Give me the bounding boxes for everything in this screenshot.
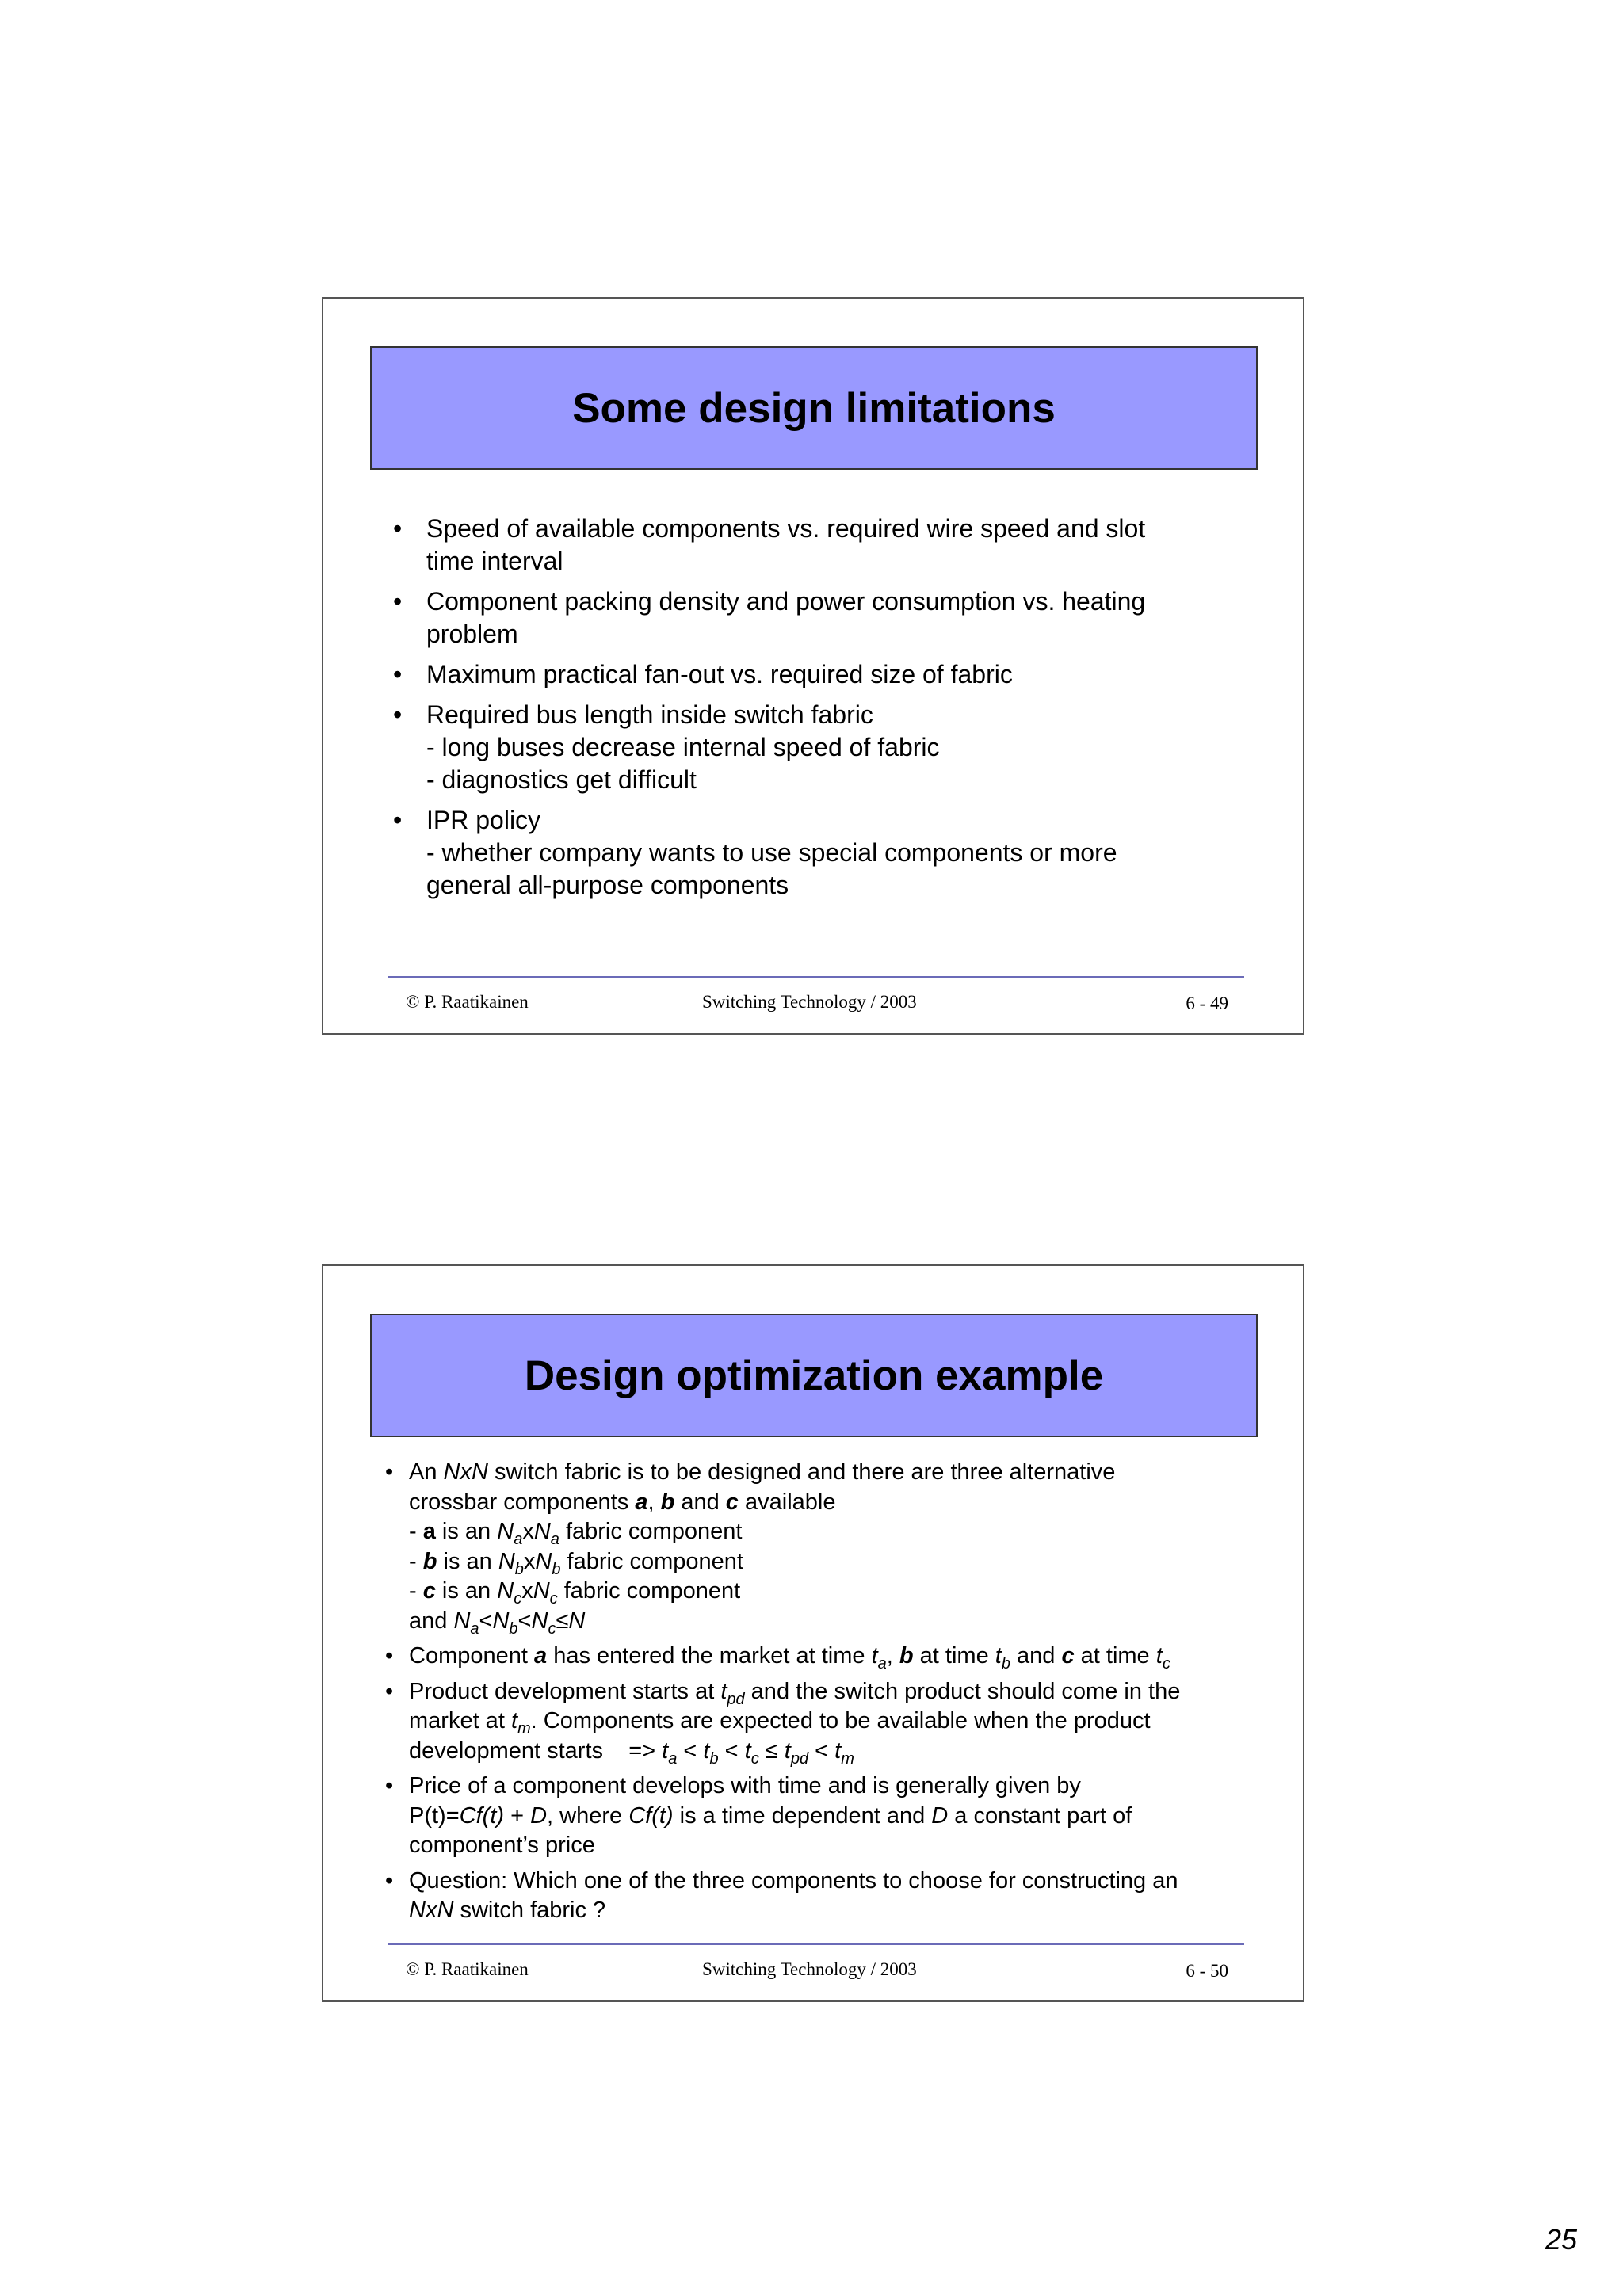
- text: -: [409, 1519, 423, 1544]
- text: <: [718, 1737, 745, 1764]
- subscript: b: [709, 1749, 719, 1768]
- component-a: a: [422, 1519, 436, 1544]
- subscript: a: [470, 1619, 479, 1638]
- slide-body: [385, 1458, 1265, 1932]
- text: a constant part of: [948, 1802, 1132, 1829]
- bullet-line: [409, 1458, 1265, 1488]
- subscript: a: [668, 1749, 678, 1768]
- bullet-line: - whether company wants to use special components or more: [426, 838, 1117, 867]
- component-c: c: [422, 1578, 436, 1604]
- footer-slide-number: 6 - 49: [1186, 994, 1228, 1013]
- text: is an: [435, 1578, 498, 1604]
- bullet-line: [409, 1517, 1265, 1547]
- slide-footer: [388, 992, 1244, 1016]
- math-n: N: [533, 1519, 551, 1544]
- text: is an: [435, 1519, 498, 1544]
- text: fabric component: [559, 1519, 743, 1544]
- slide-title: Design optimization example: [524, 1352, 1104, 1399]
- text: and: [1010, 1643, 1062, 1669]
- bullet-list: [393, 513, 1249, 902]
- math-cf: Cf(t): [459, 1802, 505, 1829]
- bullet-line: • Maximum practical fan-out vs. required size of fabric: [426, 660, 1013, 688]
- text: ,: [886, 1643, 899, 1669]
- text: <: [517, 1608, 532, 1634]
- math-t: t: [703, 1737, 710, 1764]
- bullet-line: [409, 1737, 1265, 1767]
- bullet-line: - long buses decrease internal speed of fabric: [426, 733, 940, 761]
- bullet-line: [409, 1896, 1265, 1926]
- bullet-line: [409, 1577, 1265, 1607]
- bullet-line: component’s price: [409, 1833, 595, 1858]
- subscript: c: [548, 1619, 556, 1638]
- footer-copyright: © P. Raatikainen: [406, 1959, 529, 1979]
- text: x: [523, 1548, 536, 1574]
- component-c: c: [1061, 1643, 1075, 1669]
- text: and: [409, 1608, 454, 1634]
- math-n: N: [497, 1578, 514, 1604]
- bullet-line: • Speed of available components vs. required wire speed and slot: [426, 514, 1146, 543]
- text: at time: [1074, 1643, 1156, 1669]
- math-n: N: [535, 1548, 552, 1574]
- text: is an: [437, 1548, 498, 1574]
- subscript: m: [517, 1720, 531, 1737]
- subscript: c: [1162, 1655, 1170, 1672]
- text: and: [674, 1489, 726, 1515]
- slide-6-49: [322, 297, 1304, 1035]
- text: fabric component: [560, 1548, 743, 1574]
- subscript: a: [514, 1531, 523, 1548]
- math-t: t: [1155, 1643, 1163, 1669]
- slide-title: Some design limitations: [572, 384, 1056, 432]
- text: crossbar components: [409, 1489, 636, 1515]
- subscript: pd: [790, 1749, 809, 1768]
- text: Component: [409, 1643, 534, 1669]
- subscript: c: [514, 1590, 522, 1608]
- text: fabric component: [557, 1578, 741, 1604]
- page-number: 25: [1545, 2223, 1577, 2256]
- math-n: N: [453, 1608, 471, 1634]
- subscript: b: [552, 1560, 561, 1578]
- bullet-line: [409, 1607, 1265, 1637]
- text: market at: [409, 1708, 511, 1733]
- subscript: m: [841, 1749, 854, 1768]
- bullet-line: problem: [426, 620, 518, 648]
- footer-divider: [388, 976, 1244, 978]
- bullet-item: [393, 699, 1249, 796]
- text: x: [522, 1519, 534, 1544]
- footer-divider: [388, 1943, 1244, 1945]
- component-b: b: [422, 1548, 437, 1574]
- math-d: D: [931, 1802, 949, 1829]
- text: switch fabric ?: [453, 1897, 606, 1923]
- math-t: t: [510, 1708, 517, 1733]
- bullet-line: [409, 1488, 1265, 1518]
- bullet-line: [409, 1547, 1265, 1577]
- component-b: b: [899, 1643, 914, 1669]
- text: available: [738, 1489, 836, 1515]
- text: x: [521, 1578, 533, 1604]
- subscript: c: [549, 1590, 558, 1608]
- slide-body: [393, 513, 1249, 910]
- math-t: t: [744, 1737, 751, 1764]
- component-c: c: [725, 1489, 739, 1515]
- bullet-item: [385, 1458, 1265, 1636]
- slide-6-50: [322, 1264, 1304, 2002]
- math-t: t: [871, 1643, 878, 1669]
- bullet-line: time interval: [426, 547, 563, 575]
- math-nxn: NxN: [409, 1897, 454, 1923]
- text: Product development starts at: [409, 1678, 721, 1704]
- math-t: t: [834, 1737, 842, 1764]
- footer-slide-number: 6 - 50: [1186, 1961, 1228, 1981]
- subscript: a: [550, 1531, 559, 1548]
- math-t: t: [662, 1737, 669, 1764]
- text: at time: [913, 1643, 995, 1669]
- bullet-item: [393, 585, 1249, 650]
- text: +: [504, 1802, 531, 1829]
- bullet-item: [393, 658, 1249, 691]
- text: -: [409, 1548, 423, 1574]
- bullet-line: • Price of a component develops with time and is generally given by: [409, 1773, 1081, 1798]
- math-n: N: [492, 1608, 510, 1634]
- component-a: a: [635, 1489, 648, 1515]
- bullet-line: • Question: Which one of the three components to choose for constructing an: [409, 1867, 1178, 1894]
- math-d: D: [530, 1802, 548, 1829]
- math-n: N: [498, 1548, 515, 1574]
- bullet-item: [393, 804, 1249, 902]
- bullet-line: [409, 1802, 1265, 1832]
- subscript: b: [1001, 1655, 1010, 1672]
- subscript: c: [750, 1749, 759, 1768]
- bullet-line: - diagnostics get difficult: [426, 765, 697, 794]
- bullet-line: [409, 1707, 1265, 1737]
- bullet-item: [385, 1677, 1265, 1767]
- bullet-item: [385, 1772, 1265, 1861]
- text: -: [409, 1578, 423, 1604]
- math-n: N: [531, 1608, 548, 1634]
- slide-title-banner: [370, 1314, 1258, 1437]
- bullet-line: [409, 1677, 1265, 1707]
- text: switch fabric is to be designed and there are three alternative: [487, 1459, 1116, 1485]
- subscript: b: [509, 1619, 518, 1638]
- text: and the switch product should come in the: [744, 1678, 1181, 1704]
- math-t: t: [995, 1643, 1002, 1669]
- text: development starts =>: [409, 1737, 663, 1764]
- text: <: [677, 1737, 704, 1764]
- text: , where: [547, 1802, 629, 1829]
- text: has entered the market at time: [547, 1643, 872, 1669]
- text: ≤: [556, 1608, 569, 1634]
- component-b: b: [660, 1489, 675, 1515]
- bullet-line: • IPR policy: [426, 806, 541, 834]
- footer-course: Switching Technology / 2003: [702, 992, 917, 1012]
- text: ,: [647, 1489, 661, 1515]
- bullet-list: [385, 1458, 1265, 1926]
- text: P(t)=: [409, 1802, 460, 1829]
- text: is a time dependent and: [673, 1802, 932, 1829]
- footer-copyright: © P. Raatikainen: [406, 992, 529, 1012]
- bullet-line: • Required bus length inside switch fabric: [426, 700, 873, 729]
- subscript: a: [877, 1655, 887, 1672]
- bullet-line: [409, 1642, 1265, 1672]
- slide-title-banner: [370, 346, 1258, 470]
- subscript: b: [514, 1560, 524, 1578]
- text: . Components are expected to be available when the product: [530, 1708, 1151, 1733]
- slide-footer: [388, 1959, 1244, 1983]
- text: ≤: [758, 1737, 785, 1764]
- text: <: [479, 1608, 493, 1634]
- math-n: N: [568, 1608, 586, 1634]
- text: An: [409, 1459, 444, 1485]
- bullet-item: [393, 513, 1249, 578]
- footer-course: Switching Technology / 2003: [702, 1959, 917, 1979]
- math-t: t: [720, 1678, 727, 1704]
- text: <: [808, 1737, 835, 1764]
- component-a: a: [534, 1643, 548, 1669]
- bullet-line: • Component packing density and power consumption vs. heating: [426, 587, 1146, 616]
- bullet-line: general all-purpose components: [426, 871, 789, 899]
- math-t: t: [784, 1737, 791, 1764]
- bullet-item: [385, 1867, 1265, 1926]
- math-cf: Cf(t): [628, 1802, 674, 1829]
- bullet-item: [385, 1642, 1265, 1672]
- subscript: pd: [727, 1690, 745, 1708]
- math-n: N: [533, 1578, 550, 1604]
- math-nxn: NxN: [443, 1459, 488, 1485]
- math-n: N: [497, 1519, 514, 1544]
